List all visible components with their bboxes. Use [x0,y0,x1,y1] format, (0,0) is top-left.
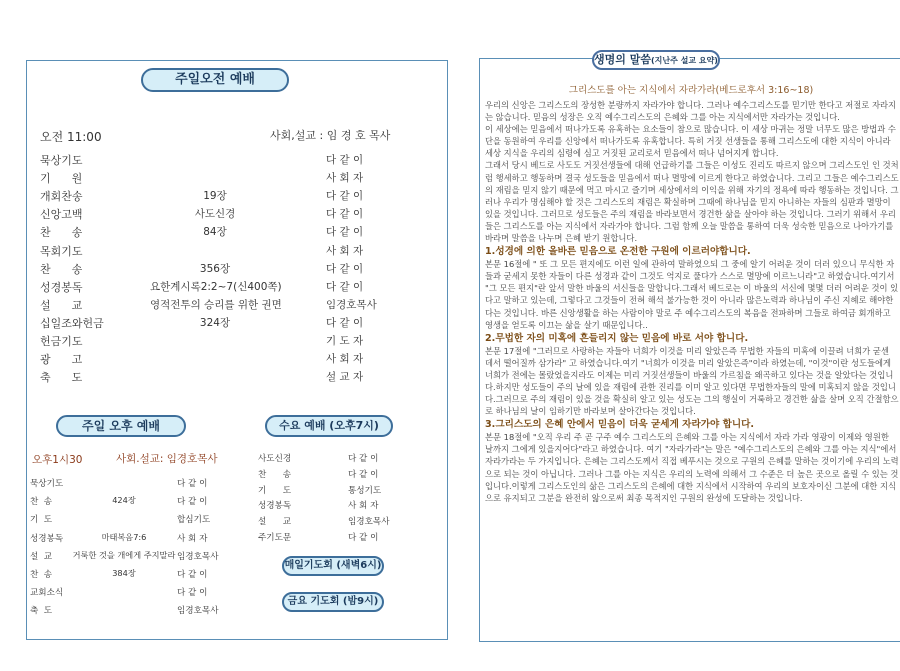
wednesday-item-who: 통성기도 [348,485,382,496]
morning-item-who: 다 같 이 [326,280,364,293]
sermon-point-heading: 1.성경에 의한 올바른 믿음으로 온전한 구원에 이르러야합니다. [485,246,751,258]
sermon-paragraph: 그래서 당시 베드로 사도도 거짓선생들에 대해 언급하기를 그들은 이성도 진리도 따르지 않으며 그리스도인 인 것처럼 행세하고 행동하며 결국 성도들을 믿음에서 떠나 멸망에 이르게 한다고 하였습니다. 그리고 그들은 예수그리스도의 재림을 믿지 않기 때문에 먹고 마시고 즐기며 세상에서의 이익을 위해 자기의 정욕에 따라 행동하는 것입니다. 그러나 우리가 명심해야 할 것은 그리스도의 재림은 확실하며 그때에 하나님을 믿지 아니하는 자들의 심판과 멸망이 있을 것입니다. 그러므로 성도들은 주의 재림을 바라보면서 경건한 삶을 살아야 하는 것입니다. 그러기 위해서 우리들은 그리스도를 아는 지식에서 자라가야 합니다. 그럼 함께 오늘 말씀을 통하여 더욱 성숙한 믿음으로 나아가기를 바라며 말씀을 나누며 은혜 받기 원합니다. [485,160,899,244]
morning-item-label: 찬 송 [40,226,83,240]
morning-item-label: 축 도 [40,371,83,385]
sermon-body [485,99,899,504]
afternoon-item-who: 사 회 자 [177,533,208,544]
morning-item-who: 다 같 이 [326,316,364,329]
morning-item-who: 설 교 자 [326,371,364,384]
morning-item-label: 개회찬송 [40,190,83,204]
sermon-point-heading: 3.그리스도의 은혜 안에서 믿음이 더욱 굳세게 자라가야 합니다. [485,419,755,431]
afternoon-leader: 사회.설교: 임경호목사 [116,453,218,465]
morning-item-who: 다 같 이 [326,190,364,203]
morning-item-detail: 영적전투의 승리를 위한 권면 [150,298,282,311]
wednesday-item-who: 다 같 이 [348,533,379,543]
morning-item-label: 십일조와헌금 [40,316,104,330]
morning-item-who: 사 회 자 [326,244,364,257]
afternoon-item-label: 교회소식 [30,588,64,599]
wednesday-item-who: 사 회 자 [348,501,379,512]
morning-item-detail: 324장 [199,316,231,329]
morning-item-label: 성경봉독 [40,280,83,294]
afternoon-service-title: 주일 오후 예배 [56,415,186,437]
morning-item-detail: 19장 [203,190,227,203]
wednesday-item-label: 주기도문 [258,533,292,543]
morning-time: 오전 11:00 [40,130,102,144]
afternoon-item-label: 찬 송 [30,497,53,508]
morning-item-who: 다 같 이 [326,262,364,275]
morning-item-label: 신앙고백 [40,208,83,222]
morning-item-who: 기 도 자 [326,335,364,347]
morning-item-detail: 사도신경 [194,208,236,221]
sermon-paragraph: 본문 18절에 "오직 우리 주 곧 구주 예수 그리스도의 은혜와 그를 아는 지식에서 자라 가라 영광이 이제와 영원한 날까지 그에게 있을지어다"라고 하였습니다. 여기 "자라가라"는 말은 "예수그리스도의 은혜와 그를 아는 지식"에서 자라가라는 두 가지입니다. 은혜는 그리스도께서 직접 베푸시는 것으로 구원의 은혜를 말하는 것이기에 우리의 노력으로 되는 것이 아닙니다. 그러나 그를 아는 지식은 우리의 노력에 의해서 그 수준은 더 높은 곳으로 올릴 수 있는 것입니다.이렇게 그리스도인의 삶은 그리스도의 은혜에 대한 지식에서 시작하여 우리의 보호자이신 그분에 대한 지식으로 유지되고 그분을 완전히 앎으로써 최종 목적지인 구원의 완성에 도달하는 것입니다. [485,432,899,503]
sermon-paragraph: 우리의 신앙은 그리스도의 장성한 분량까지 자라가야 합니다. 그러나 예수그리스도를 믿기만 한다고 저절로 자라지는 않습니다. 믿음의 성장은 오직 예수그리스도의 은혜와 그를 아는 지식에서만 자라가는 것입니다. [485,100,896,123]
morning-item-label: 묵상기도 [40,154,83,167]
afternoon-item-detail: 424장 [112,495,136,506]
sermon-title [592,50,720,70]
wednesday-service-title: 수요 예배 (오후7시) [265,415,393,437]
sermon-title-sub: (지난주 설교 요약) [650,56,718,65]
morning-item-label: 광 고 [40,353,83,367]
morning-item-who: 다 같 이 [326,154,364,166]
morning-leader: 사회,설교 : 임 경 호 목사 [270,129,391,142]
morning-item-who: 사 회 자 [326,353,364,366]
friday-prayer-title: 금요 기도회 (밤9시) [282,592,384,612]
morning-item-label: 기 원 [40,172,83,186]
morning-item-label: 찬 송 [40,262,83,276]
afternoon-item-detail: 마태복음7:6 [101,531,147,542]
sermon-paragraph: 본문 17절에 "그러므로 사랑하는 자들아 너희가 이것을 미리 알았은즉 무법한 자들의 미혹에 이끌려 너희가 굳센 데서 떨어질까 삼가라" 고 하였습니다.여기 "너희가 이것을 미리 알았은즉"이라 하였는데, "이것"이란 성도들에게 너희가 전에는 몰랐었을지라도 이제는 미리 거짓선생들이 바울의 가르침을 왜곡하고 있다는 것을 알았다는 것입니다.하지만 성도들이 주의 날에 있을 재림에 관한 진리를 이미 알고 있다면 무법한자들의 말에 미혹되지 않을 것입니다.그러므로 주의 재림이 있을 것을 확실히 알고 있는 성도는 그의 행실이 거룩하고 경건한 삶을 살며 오직 간절함으로 하나님의 날이 임하기만 바라보며 살아간다는 것입니다. [485,345,899,417]
morning-service-title: 주일오전 예배 [141,68,289,92]
afternoon-item-who: 다 같 이 [177,570,208,580]
afternoon-item-label: 묵상기도 [30,479,64,489]
wednesday-item-who: 임경호목사 [348,517,390,528]
sermon-point-heading: 2.무법한 자의 미혹에 흔들리지 않는 믿음에 바로 서야 합니다. [485,332,749,344]
afternoon-item-who: 다 같 이 [177,497,208,508]
wednesday-item-label: 찬 송 [258,469,291,480]
afternoon-item-who: 임경호목사 [177,551,219,562]
wednesday-item-label: 성경봉독 [258,501,292,512]
sermon-subtitle: 그리스도를 아는 지식에서 자라가라(베드로후서 3:16~18) [568,85,814,96]
afternoon-time: 오후1시30 [32,454,83,466]
morning-item-who: 다 같 이 [326,226,364,239]
morning-item-label: 헌금기도 [40,335,83,348]
afternoon-item-label: 찬 송 [30,570,53,580]
wednesday-item-who: 다 같 이 [348,454,379,464]
morning-item-who: 사 회 자 [326,172,364,185]
daily-prayer-title: 매일기도회 (새벽6시) [282,556,384,576]
afternoon-item-detail: 384장 [112,568,136,578]
morning-item-label: 설 교 [40,298,83,312]
sermon-title-main: 생명의 말씀 [594,53,651,66]
wednesday-item-who: 다 같 이 [348,469,379,480]
wednesday-item-label: 설 교 [258,517,291,528]
afternoon-item-who: 임경호목사 [177,606,219,617]
morning-item-detail: 요한계시록2:2~7(신400쪽) [150,280,282,293]
afternoon-item-label: 성경봉독 [30,533,64,544]
afternoon-item-who: 다 같 이 [177,479,208,489]
afternoon-item-label: 기 도 [30,515,53,526]
sermon-paragraph: 본문 16절에 " 또 그 모든 편지에도 이런 일에 관하여 말하였으되 그 중에 알기 어려운 것이 더러 있으니 무식한 자들과 굳세지 못한 자들이 다른 성경과 같이 그것도 억지로 풀다가 스스로 멸망에 이르느니라"고 하였습니다.여기서 "그 모든 편지"란 앞서 말한 바울의 서신들을 말합니다.그래서 베드로는 이 바울의 서신에 몇몇 더러 어려운 것이 있다고 말하고 있는데, 그렇다고 그것들이 전혀 해석 불가능한 것이 아니라 많은노력과 하나님이 주신 지혜로 해야한다는 것입니다. 바른 신앙생활을 하는 사람이야 말로 주 예수그리스도의 복음을 전파하며 그들로 하여금 회개하고 영생을 얻도록 이끄는 삶을 살기 때문입니다.. [485,259,899,330]
afternoon-item-who: 다 같 이 [177,588,208,599]
wednesday-item-label: 기 도 [258,485,291,496]
morning-item-label: 목회기도 [40,244,83,258]
morning-item-who: 임경호목사 [326,298,377,311]
afternoon-item-label: 설 교 [30,551,53,562]
sermon-paragraph: 이 세상에는 믿음에서 떠나가도록 유혹하는 요소들이 참으로 많습니다. 이 세상 마귀는 정말 너무도 많은 방법과 수단을 동원하여 우리를 신앙에서 떠나가도록 유혹합니다. 특히 거짓 선생들을 통해 그리스도에 대한 지식이 아니라 세상 지식을 우리의 심령에 심고 거짓된 교리로서 믿음에서 떠나 넘어지게 합니다. [485,124,896,159]
morning-item-who: 다 같 이 [326,208,364,221]
morning-item-detail: 356장 [199,262,231,275]
afternoon-item-who: 합심기도 [177,515,211,526]
wednesday-item-label: 사도신경 [258,454,292,464]
morning-item-detail: 84장 [203,226,227,239]
afternoon-item-detail: 거룩한 것을 개에게 주지말라 [72,549,176,560]
afternoon-item-label: 축 도 [30,606,53,617]
